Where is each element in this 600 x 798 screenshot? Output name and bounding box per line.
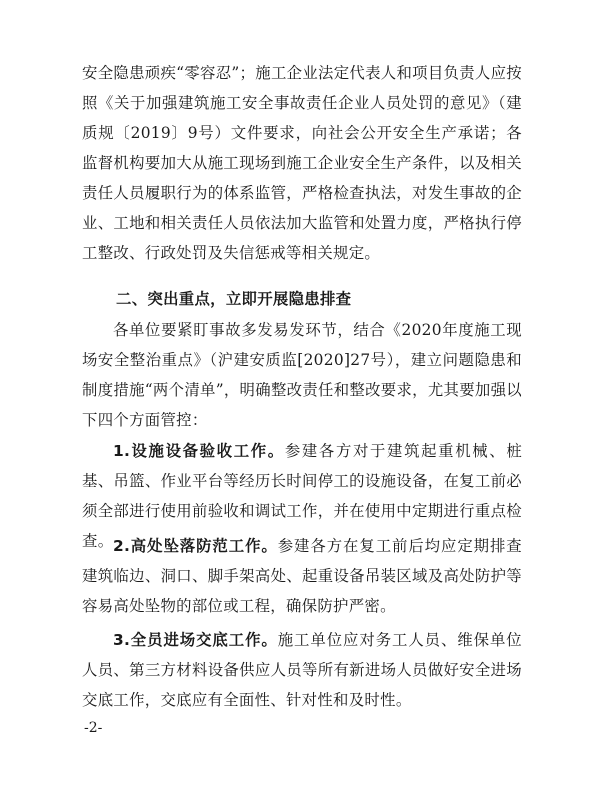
list-item-3	[82, 625, 522, 715]
item-2-title: 2.高处坠落防范工作。	[113, 537, 278, 555]
item-1-title: 1.设施设备验收工作。	[113, 442, 285, 460]
item-3-title: 3.全员进场交底工作。	[113, 631, 278, 649]
section-2-intro	[82, 315, 522, 435]
page-number: -2-	[84, 720, 103, 736]
paragraph-2: 各单位要紧盯事故多发易发环节，结合《2020年度施工现场安全整治重点》（沪建安质监[2020]27号），建立问题隐患和制度措施“两个清单”，明确整改责任和整改要求，尤其要加强以下四个方面管控：	[82, 321, 522, 429]
item-1-body: 参建各方对于建筑起重机械、桩基、吊篮、作业平台等经历长时间停工的设施设备，在复工前必须全部进行使用前验收和调试工作，并在使用中定期进行重点检查。	[82, 442, 523, 550]
item-3-body: 施工单位应对务工人员、维保单位人员、第三方材料设备供应人员等所有新进场人员做好安全进场交底工作，交底应有全面性、针对性和及时性。	[82, 631, 522, 709]
item-2-body: 参建各方在复工前后均应定期排查建筑临边、洞口、脚手架高处、起重设备吊装区域及高处防护等容易高处坠物的部位或工程，确保防护严密。	[82, 537, 522, 615]
paragraph-continuation	[82, 58, 522, 268]
paragraph-1: 安全隐患顽疾“零容忍”；施工企业法定代表人和项目负责人应按照《关于加强建筑施工安全事故责任企业人员处罚的意见》（建质规〔2019〕9号）文件要求，向社会公开安全生产承诺；各监督机构要加大从施工现场到施工企业安全生产条件，以及相关责任人员履职行为的体系监管，严格检查执法，对发生事故的企业、工地和相关责任人员依法加大监管和处置力度，严格执行停工整改、行政处罚及失信惩戒等相关规定。	[82, 64, 522, 262]
section-heading-2: 二、突出重点，立即开展隐患排查	[116, 290, 352, 308]
list-item-2	[82, 531, 522, 621]
